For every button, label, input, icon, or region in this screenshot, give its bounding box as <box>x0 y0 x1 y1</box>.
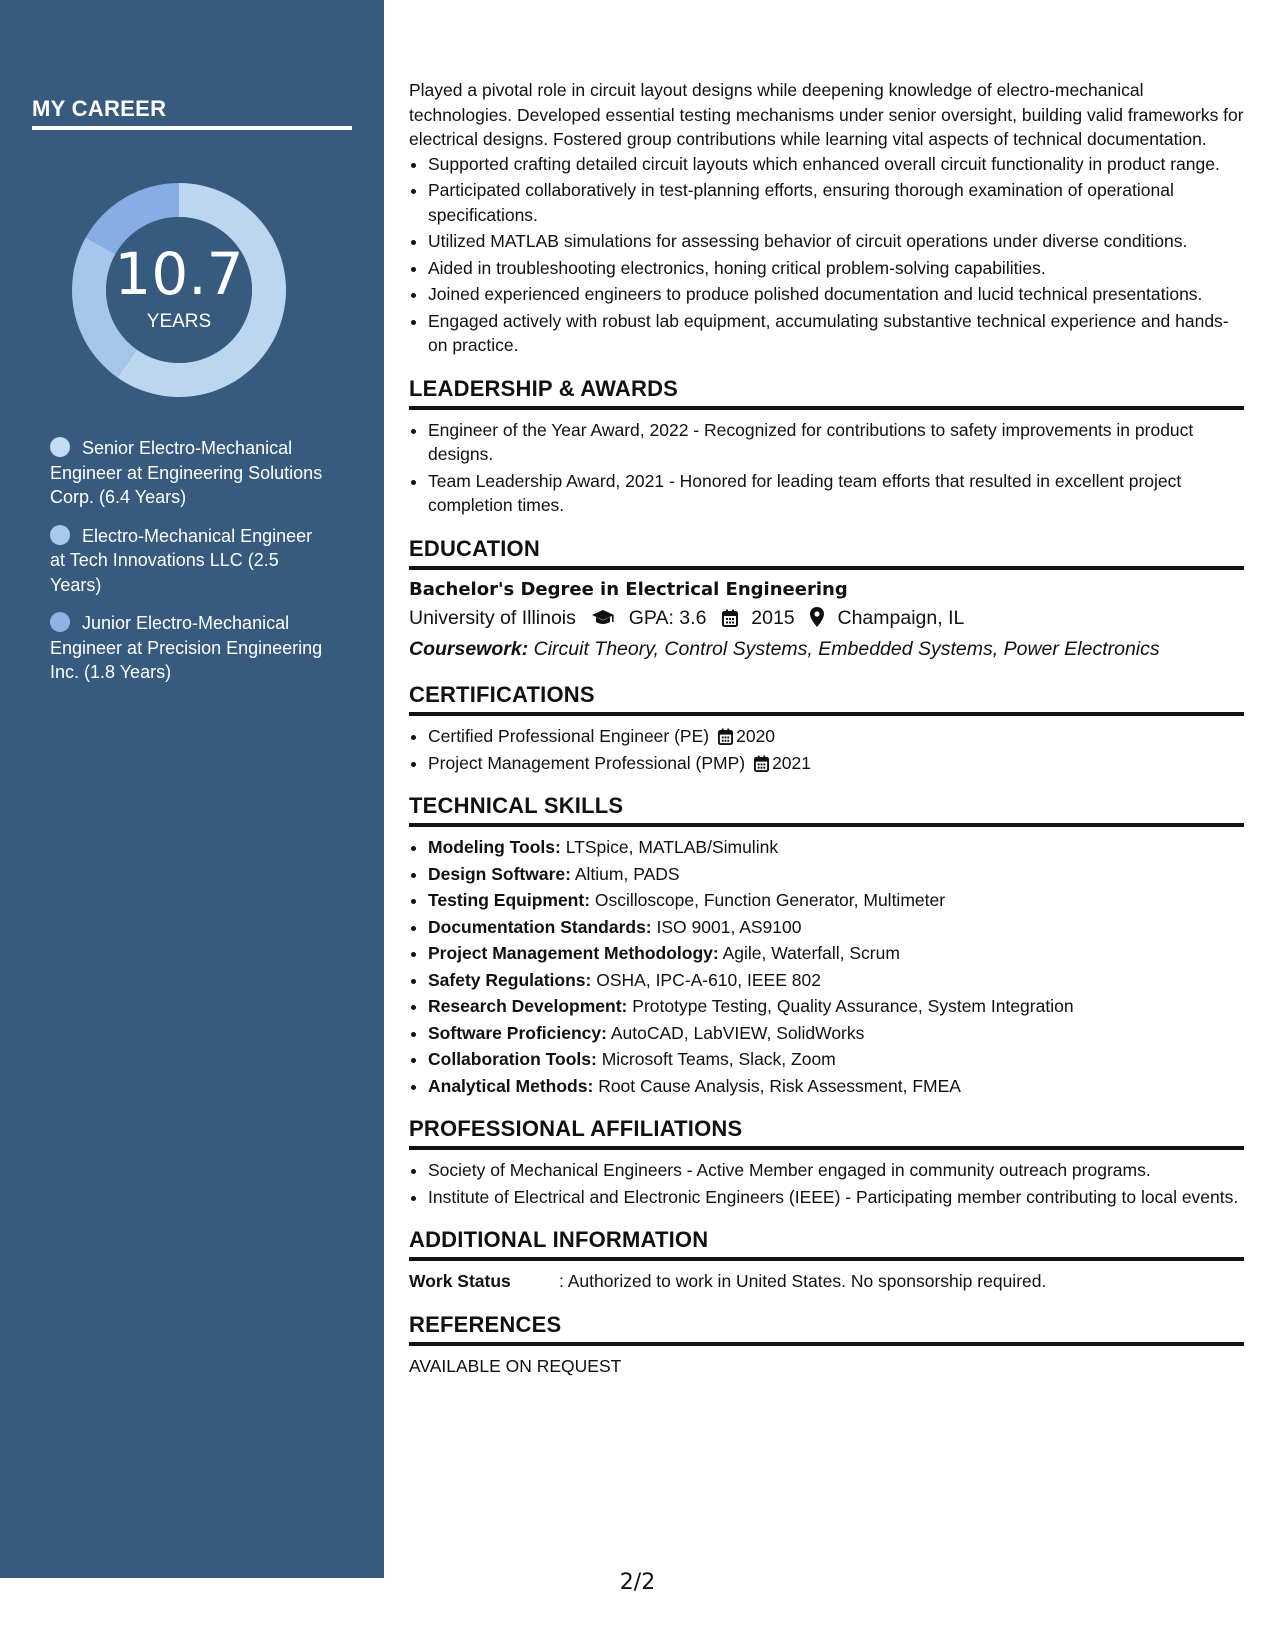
legend-dot <box>50 525 70 545</box>
experience-bullet: • Aided in troubleshooting electronics, honing critical problem-solving capabilities. <box>428 256 1244 281</box>
skill-value: Oscilloscope, Function Generator, Multimeter <box>594 890 946 910</box>
gpa: GPA: 3.6 <box>628 607 707 629</box>
leadership-list <box>409 418 1244 518</box>
experience-bullet: • Participated collaboratively in test-planning efforts, ensuring thorough examination of operational specifications. <box>428 178 1244 227</box>
skill-value: ISO 9001, AS9100 <box>656 916 802 937</box>
work-status-label: Work Status <box>409 1271 511 1291</box>
career-role-list <box>50 436 332 699</box>
experience-bullet-list <box>409 152 1244 358</box>
section-title-affiliations: PROFESSIONAL AFFILIATIONS <box>409 1114 1244 1150</box>
skill-label: Documentation Standards: <box>428 916 652 937</box>
career-heading: MY CAREER <box>32 96 352 130</box>
career-sidebar <box>0 0 384 1578</box>
experience-bullet: • Joined experienced engineers to produce polished documentation and lucid technical presentations. <box>428 282 1244 307</box>
calendar-icon <box>718 728 733 745</box>
skill-value: OSHA, IPC-A-610, IEEE 802 <box>596 969 821 990</box>
section-title-references: REFERENCES <box>409 1310 1244 1346</box>
degree-title: Bachelor's Degree in Electrical Engineering <box>409 578 848 600</box>
section-title-certifications: CERTIFICATIONS <box>409 680 1244 716</box>
main-content <box>409 78 1244 1378</box>
career-role-text: Junior Electro-Mechanical Engineer at Precision Engineering Inc. (1.8 Years) <box>50 613 323 682</box>
skill-value: AutoCAD, LabVIEW, SolidWorks <box>610 1022 865 1043</box>
map-pin-icon <box>810 607 824 627</box>
work-status-row <box>409 1269 1244 1294</box>
skill-value: Microsoft Teams, Slack, Zoom <box>601 1049 836 1069</box>
award-item: • Team Leadership Award, 2021 - Honored for leading team efforts that resulted in excellent project completion times. <box>428 469 1244 518</box>
certification-list <box>409 724 1244 775</box>
section-title-leadership: LEADERSHIP & AWARDS <box>409 374 1244 410</box>
calendar-icon <box>722 609 738 627</box>
skill-item <box>428 968 1244 993</box>
skill-item <box>428 994 1244 1019</box>
skill-value: Altium, PADS <box>574 863 680 884</box>
skill-label: Testing Equipment: <box>428 890 591 910</box>
legend-dot <box>50 437 70 457</box>
skill-label: Research Development: <box>428 996 628 1016</box>
career-years-donut <box>66 177 292 403</box>
certification-item <box>428 724 1244 749</box>
certification-year: 2021 <box>772 752 812 773</box>
graduation-year: 2015 <box>751 607 795 629</box>
experience-bullet: • Engaged actively with robust lab equipment, accumulating substantive technical experience and hands-on practice. <box>428 309 1244 358</box>
skill-label: Software Proficiency: <box>428 1022 607 1043</box>
skill-item <box>428 835 1244 860</box>
experience-bullet: • Supported crafting detailed circuit layouts which enhanced overall circuit functionality in product range. <box>428 152 1244 177</box>
skill-item <box>428 941 1244 966</box>
work-status-value: : Authorized to work in United States. No sponsorship required. <box>559 1271 1047 1291</box>
calendar-icon <box>754 755 769 772</box>
section-title-education: EDUCATION <box>409 534 1244 570</box>
experience-summary: Played a pivotal role in circuit layout designs while deepening knowledge of electro-mechanical technologies. Developed essential testing mechanisms under senior oversight, building valid frameworks for electrical designs. Fostered group contributions while learning vital aspects of technical documentation. <box>409 80 1244 149</box>
page-number: 2/2 <box>619 1570 656 1595</box>
skill-item <box>428 888 1244 913</box>
graduation-cap-icon <box>591 609 615 627</box>
affiliations-list <box>409 1158 1244 1209</box>
skill-item <box>428 1047 1244 1072</box>
career-role-item <box>50 524 332 598</box>
coursework-list: Circuit Theory, Control Systems, Embedded Systems, Power Electronics <box>533 638 1160 660</box>
skill-label: Design Software: <box>428 863 571 884</box>
affiliation-item: • Society of Mechanical Engineers - Active Member engaged in community outreach programs. <box>428 1158 1244 1183</box>
school-location: Champaign, IL <box>837 607 965 629</box>
skill-item <box>428 915 1244 940</box>
skill-value: Agile, Waterfall, Scrum <box>722 943 900 963</box>
certification-item <box>428 751 1244 776</box>
skill-item <box>428 1074 1244 1099</box>
skill-label: Safety Regulations: <box>428 969 592 990</box>
education-details <box>409 602 1244 634</box>
skill-value: Prototype Testing, Quality Assurance, System Integration <box>632 996 1074 1016</box>
skill-item <box>428 1021 1244 1046</box>
skills-list <box>409 835 1244 1098</box>
coursework-label: Coursework: <box>409 638 529 660</box>
career-role-item <box>50 436 332 510</box>
career-role-item <box>50 611 332 685</box>
certification-name: Project Management Professional (PMP) <box>428 752 746 773</box>
affiliation-item: • Institute of Electrical and Electronic Engineers (IEEE) - Participating member contributing to local events. <box>428 1185 1244 1210</box>
skill-label: Modeling Tools: <box>428 837 561 857</box>
skill-value: Root Cause Analysis, Risk Assessment, FMEA <box>598 1075 961 1096</box>
coursework <box>409 634 1244 664</box>
references-text: AVAILABLE ON REQUEST <box>409 1355 622 1376</box>
certification-year: 2020 <box>736 726 776 746</box>
skill-value: LTSpice, MATLAB/Simulink <box>565 837 779 857</box>
skill-label: Collaboration Tools: <box>428 1049 597 1069</box>
career-role-text: Electro-Mechanical Engineer at Tech Innovations LLC (2.5 Years) <box>50 525 313 595</box>
career-total-years: 10.7 <box>114 240 244 308</box>
experience-bullet: • Utilized MATLAB simulations for assessing behavior of circuit operations under diverse conditions. <box>428 229 1244 254</box>
section-title-additional-info: ADDITIONAL INFORMATION <box>409 1225 1244 1261</box>
certification-name: Certified Professional Engineer (PE) <box>428 726 710 746</box>
legend-dot <box>50 612 70 632</box>
skill-label: Analytical Methods: <box>428 1075 594 1096</box>
section-title-skills: TECHNICAL SKILLS <box>409 791 1244 827</box>
school-name: University of Illinois <box>409 607 576 629</box>
career-role-text: Senior Electro-Mechanical Engineer at Engineering Solutions Corp. (6.4 Years) <box>50 438 323 507</box>
award-item: • Engineer of the Year Award, 2022 - Recognized for contributions to safety improvements in product designs. <box>428 418 1244 467</box>
career-total-unit: YEARS <box>146 311 212 332</box>
skill-item <box>428 862 1244 887</box>
skill-label: Project Management Methodology: <box>428 943 719 963</box>
